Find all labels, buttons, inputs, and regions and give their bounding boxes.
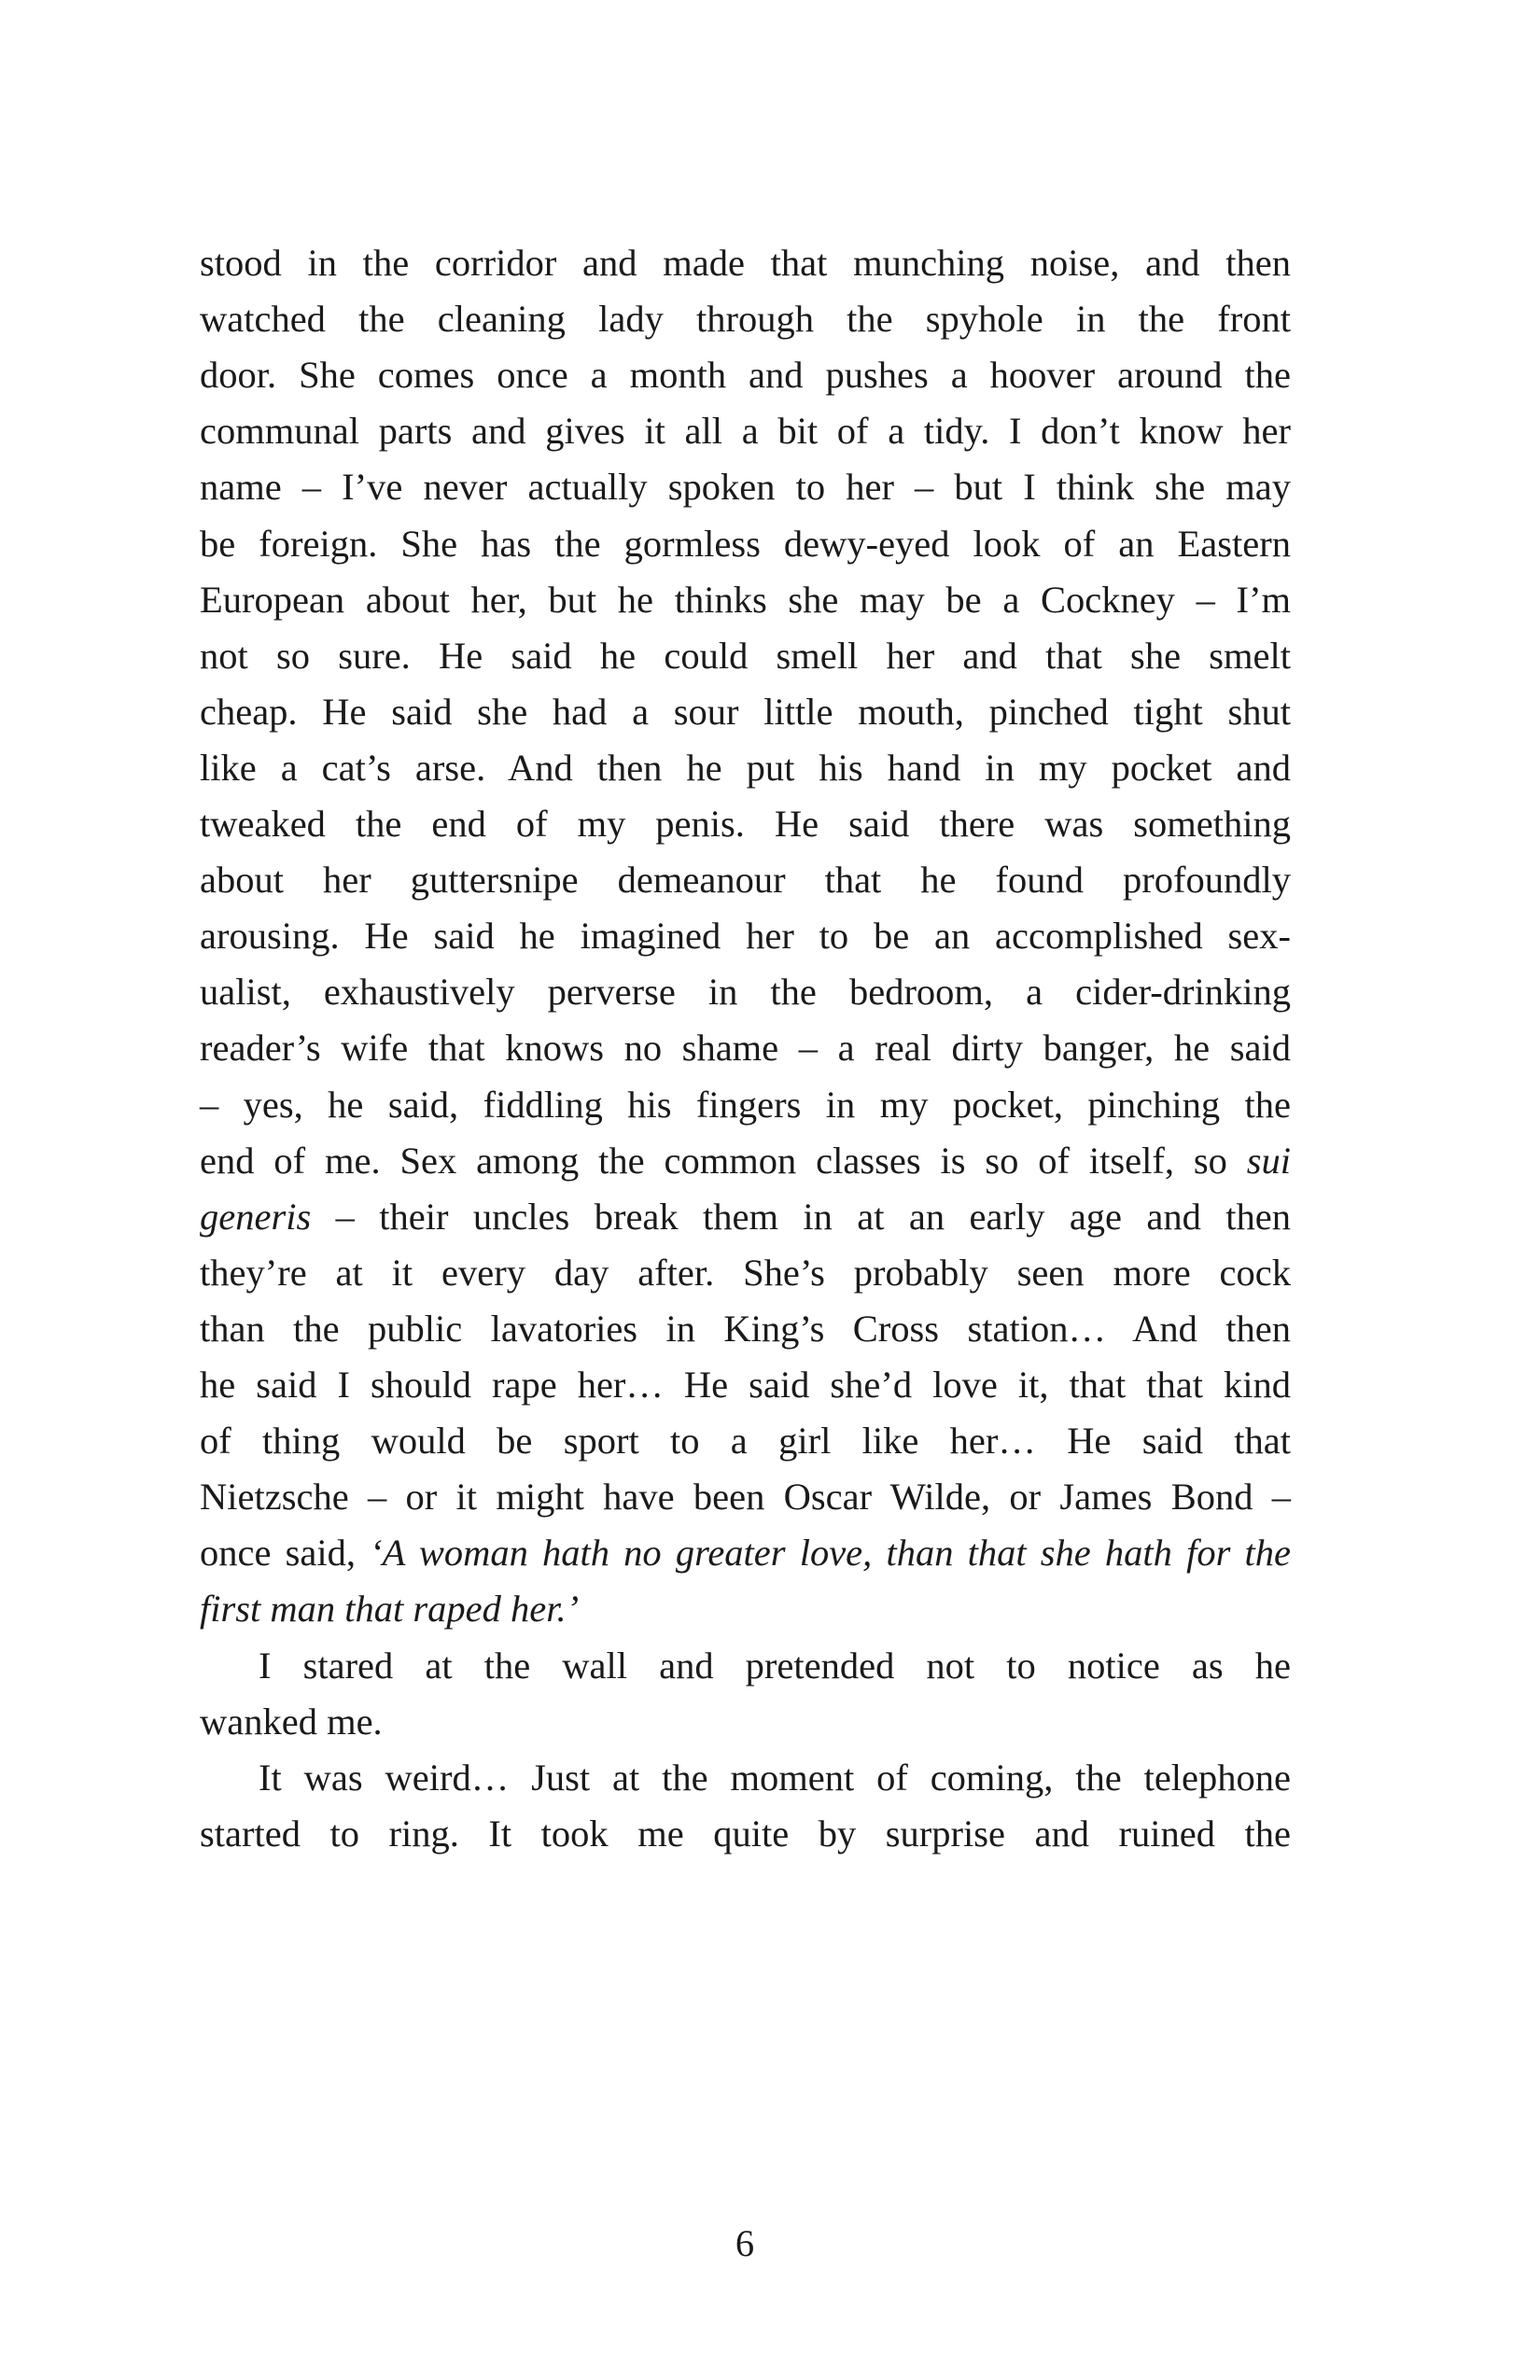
text-line bbox=[200, 1020, 1291, 1076]
page-number: 6 bbox=[735, 2222, 755, 2264]
text-line bbox=[200, 1694, 1291, 1750]
text-segment: than the public lavatories in King’s Cross station… And then bbox=[200, 1307, 1291, 1350]
text-segment: wanked me. bbox=[200, 1700, 383, 1743]
text-line bbox=[200, 235, 1291, 291]
text-segment: communal parts and gives it all a bit of a tidy. I don’t know her bbox=[200, 410, 1291, 453]
text-segment: It was weird… Just at the moment of coming, the telephone bbox=[259, 1756, 1291, 1799]
text-segment: – yes, he said, fiddling his fingers in my pocket, pinching the bbox=[200, 1083, 1291, 1126]
text-line bbox=[200, 1301, 1291, 1357]
text-segment: European about her, but he thinks she may be a Cockney – I’m bbox=[200, 578, 1291, 621]
text-line bbox=[200, 572, 1291, 628]
text-segment: like a cat’s arse. And then he put his hand in my pocket and bbox=[200, 746, 1291, 789]
text-line bbox=[200, 684, 1291, 740]
italic-text: first man that raped her.’ bbox=[200, 1588, 580, 1631]
text-line bbox=[259, 1638, 1291, 1694]
text-line bbox=[200, 964, 1291, 1020]
italic-text: ‘A woman hath no greater love, than that she hath for the bbox=[370, 1532, 1292, 1575]
text-line bbox=[200, 1245, 1291, 1301]
text-line bbox=[200, 628, 1291, 684]
text-segment: they’re at it every day after. She’s probably seen more cock bbox=[200, 1251, 1291, 1294]
text-line bbox=[200, 1525, 1291, 1581]
text-segment: I stared at the wall and pretended not to notice as he bbox=[259, 1644, 1291, 1687]
text-segment: of thing would be sport to a girl like her… He said that bbox=[200, 1420, 1291, 1463]
text-segment: Nietzsche – or it might have been Oscar Wilde, or James Bond – bbox=[200, 1476, 1291, 1519]
text-segment: tweaked the end of my penis. He said there was something bbox=[200, 803, 1291, 845]
text-segment: door. She comes once a month and pushes a hoover around the bbox=[200, 354, 1291, 397]
text-segment: reader’s wife that knows no shame – a real dirty banger, he said bbox=[200, 1027, 1291, 1070]
text-line bbox=[200, 459, 1291, 515]
text-line bbox=[200, 516, 1291, 572]
italic-text: sui bbox=[1246, 1139, 1291, 1182]
text-segment: stood in the corridor and made that munching noise, and then bbox=[200, 242, 1291, 284]
text-segment: end of me. Sex among the common classes is so of itself, so bbox=[200, 1139, 1247, 1182]
text-segment: once said, bbox=[200, 1532, 371, 1575]
text-line bbox=[200, 403, 1291, 459]
text-segment: – their uncles break them in at an early age and then bbox=[311, 1195, 1291, 1238]
text-line bbox=[200, 796, 1291, 852]
text-segment: about her guttersnipe demeanour that he found profoundly bbox=[200, 859, 1291, 902]
text-line bbox=[200, 1806, 1291, 1862]
text-line bbox=[200, 1581, 1291, 1637]
italic-text: generis bbox=[200, 1195, 312, 1238]
text-line bbox=[259, 1750, 1291, 1806]
text-segment: he said I should rape her… He said she’d love it, that that kind bbox=[200, 1364, 1291, 1406]
text-line bbox=[200, 347, 1291, 403]
text-line bbox=[200, 1133, 1291, 1189]
text-segment: be foreign. She has the gormless dewy-eyed look of an Eastern bbox=[200, 522, 1291, 565]
text-segment: not so sure. He said he could smell her and that she smelt bbox=[200, 634, 1291, 677]
text-line bbox=[200, 908, 1291, 964]
text-line bbox=[200, 1413, 1291, 1469]
text-segment: watched the cleaning lady through the spyhole in the front bbox=[200, 298, 1291, 341]
text-segment: name – I’ve never actually spoken to her – but I think she may bbox=[200, 466, 1291, 509]
text-line bbox=[200, 1469, 1291, 1525]
text-segment: ualist, exhaustively perverse in the bedroom, a cider-drinking bbox=[200, 971, 1291, 1014]
text-line bbox=[200, 1189, 1291, 1245]
text-line bbox=[200, 740, 1291, 796]
text-line bbox=[200, 291, 1291, 347]
text-line bbox=[200, 852, 1291, 908]
text-line bbox=[200, 1077, 1291, 1133]
text-segment: cheap. He said she had a sour little mouth, pinched tight shut bbox=[200, 690, 1291, 733]
text-line bbox=[200, 1357, 1291, 1413]
text-segment: started to ring. It took me quite by surprise and ruined the bbox=[200, 1812, 1291, 1855]
text-segment: arousing. He said he imagined her to be an accomplished sex- bbox=[200, 915, 1291, 958]
